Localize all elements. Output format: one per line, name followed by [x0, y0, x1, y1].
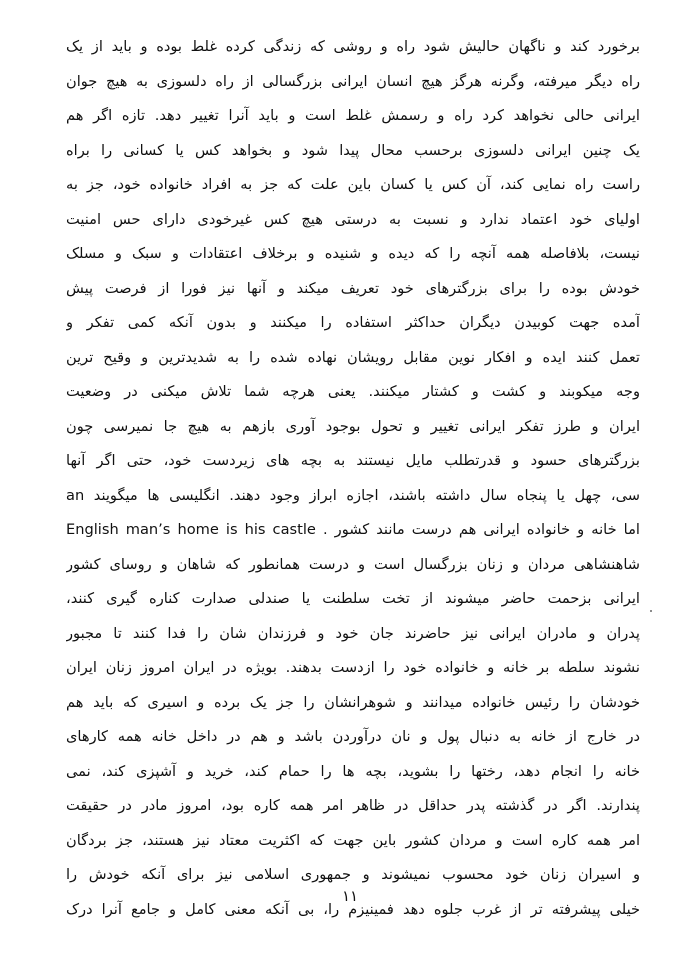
text-line: نیست، بلافاصله همه آنچه را که دیده و شنیده و برخلاف اعتقادات و سبک و مسلک — [66, 245, 640, 262]
text-line: یک چنین ایرانی دلسوزی برحسب محال پیدا شود و بخواهد کس یا کسانی را براه — [66, 141, 640, 159]
text-line: امر همه کاره است و مردان کشور باین جهت که اکثریت معتاد نیز هستند، جز بردگان — [66, 831, 640, 849]
text-line: سی، چهل یا پنجاه سال داشته باشند، اجازه ابراز وجود دهند. انگلیسی ها میگویند an — [66, 486, 640, 504]
text-line: English man’s home is his castle . اما خانه و خانواده ایرانی هم درست مانند کشور — [66, 521, 640, 538]
text-line: خانه را انجام دهد، رختها را بشوید، بچه ها را حمام کند، خرید و آشپزی کند، نمی — [66, 762, 640, 780]
text-line: برخورد کند و ناگهان حالیش شود راه و روشی که زندگی کرده غلط بوده و باید از یک — [66, 38, 640, 55]
text-line: در خارج از خانه به دنبال پول و نان درآوردن باشد و هم در داخل خانه همه کارهای — [66, 728, 640, 745]
text-line: پدران و مادران ایرانی نیز حاضرند جان خود و فرزندان شان را فدا کنند تا مجبور — [66, 624, 640, 642]
text-line: بزرگترهای حسود و قدرتطلب مایل نیستند به بچه های زیردست خود، حتی اگر آنها — [66, 452, 640, 469]
text-line: ایرانی بزحمت حاضر میشوند از تخت سلطنت یا صندلی صدارت کناره گیری کنند، — [66, 590, 640, 607]
text-line: ایران و طرز تفکر ایرانی تغییر و تحول بوجود آوری بازهم به هیچ جا نمیرسی چون — [66, 417, 640, 435]
page-number: ۱۱ — [341, 887, 359, 905]
text-line: پندارند. اگر در گذشته پدر حداقل در ظاهر امر همه کاره بود، امروز مادر در حقیقت — [66, 797, 640, 814]
text-line: وجه میکوبند و کشت و کشتار میکنند. یعنی هرچه شما تلاش میکنی در وضعیت — [66, 383, 640, 400]
text-line: خودشان را رئیس خانواده میدانند و شوهرانشان را جز یک برده و اسیری که باید هم — [66, 693, 640, 711]
text-line: راه دیگر میرفته، وگرنه هرگز هیچ انسان ایرانی بزرگسالی از راه دلسوزی به هیچ جوان — [66, 72, 640, 90]
text-line: آمده جهت کوبیدن دیگران حداکثر استفاده را میکنند و بدون آنکه کمی تفکر و — [66, 314, 640, 331]
text-line: و اسیران زنان خود محسوب نمیشوند و جمهوری اسلامی نیز برای آنکه خودش را — [66, 866, 640, 883]
text-line: ایرانی حالی نخواهد کرد راه و رسمش غلط است و باید آنرا تغییر دهد. تازه اگر هم — [66, 107, 640, 124]
margin-dot-mark — [650, 610, 652, 612]
text-line: نشوند سلطه بر خانه و خانواده خود را ازدست بدهند. بویژه در ایران امروز زنان ایران — [66, 659, 640, 676]
text-line: راست راه نمایی کند، آن کس یا کسان باین علت که جز به افراد خانواده خود، جز به — [66, 176, 640, 193]
text-line: اولیای خود اعتماد ندارد و نسبت به درستی هیچ کس غیرخودی دارای حس امنیت — [66, 210, 640, 228]
text-line: خیلی پیشرفته تر از غرب جلوه دهد فمینیزم را، بی آنکه معنی کامل و جامع آنرا درک — [66, 900, 640, 918]
text-line: شاهنشاهی مردان و زنان بزرگسال است و درست همانطور که شاهان و روسای کشور — [66, 555, 640, 573]
text-line: تعمل کنند ایده و افکار نوین مقابل رویشان نهاده شده را به شدیدترین و وقیح ترین — [66, 348, 640, 366]
text-line: خودش بوده را برای بزرگترهای خود تعریف میکند و آنها نیز فورا از فرصت پیش — [66, 279, 640, 297]
body-text — [66, 30, 640, 927]
